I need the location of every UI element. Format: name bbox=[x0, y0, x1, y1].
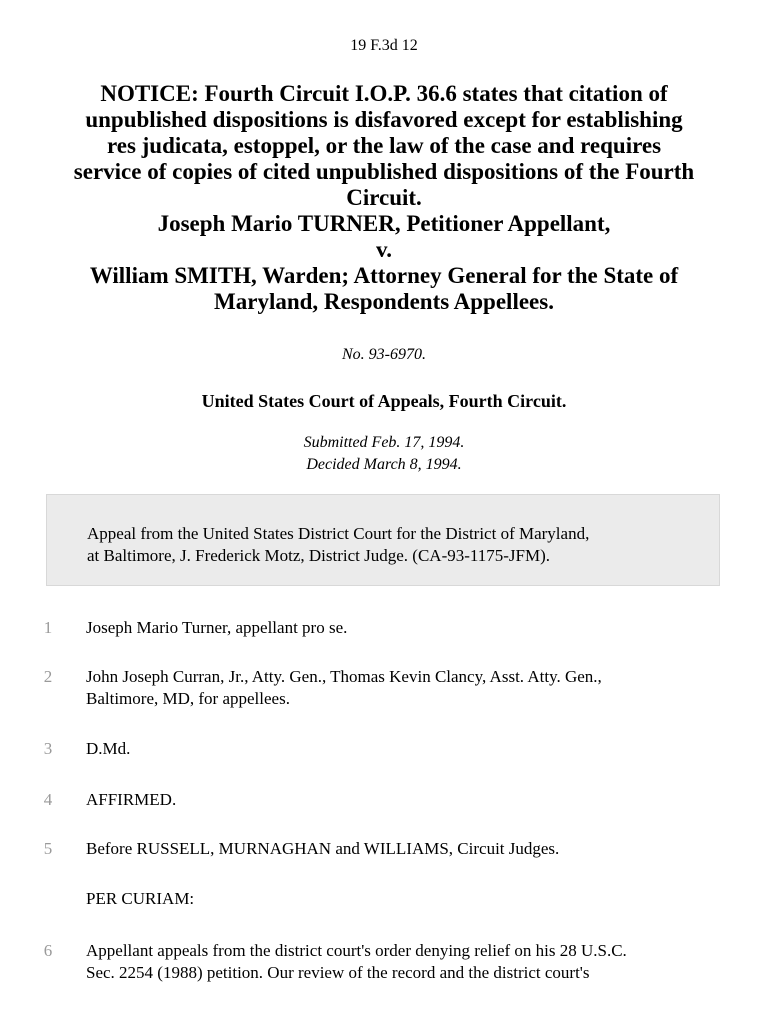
notice-line: res judicata, estoppel, or the law of the case and requires bbox=[106, 133, 662, 158]
paragraph-number: 4 bbox=[43, 790, 53, 809]
docket-number: No. 93-6970. bbox=[342, 346, 426, 363]
paragraph-line: John Joseph Curran, Jr., Atty. Gen., Thomas Kevin Clancy, Asst. Atty. Gen., bbox=[86, 667, 602, 686]
paragraph-line: D.Md. bbox=[86, 739, 131, 758]
respondent-line: Maryland, Respondents Appellees. bbox=[214, 289, 554, 314]
petitioner-line: Joseph Mario TURNER, Petitioner Appellant, bbox=[157, 211, 611, 236]
paragraph-text bbox=[86, 738, 726, 760]
notice-line: unpublished dispositions is disfavored except for establishing bbox=[85, 107, 683, 132]
paragraph-line: AFFIRMED. bbox=[86, 790, 177, 809]
paragraph-number: 6 bbox=[43, 941, 53, 960]
paragraph-number: 3 bbox=[43, 739, 53, 758]
paragraph-text bbox=[86, 838, 726, 860]
paragraph-text bbox=[86, 888, 726, 910]
case-title-block bbox=[40, 81, 728, 315]
decided-date: Decided March 8, 1994. bbox=[306, 456, 462, 473]
submitted-date: Submitted Feb. 17, 1994. bbox=[303, 434, 465, 451]
paragraph-text bbox=[86, 940, 726, 984]
paragraph-line: PER CURIAM: bbox=[86, 889, 195, 908]
case-dates bbox=[0, 432, 768, 476]
paragraph-line: Baltimore, MD, for appellees. bbox=[86, 689, 290, 708]
case-citation: 19 F.3d 12 bbox=[350, 37, 418, 54]
paragraph-line: Joseph Mario Turner, appellant pro se. bbox=[86, 618, 348, 637]
paragraph-line: Appellant appeals from the district court's order denying relief on his 28 U.S.C. bbox=[86, 941, 627, 960]
appeal-line: Appeal from the United States District Court for the District of Maryland, bbox=[87, 524, 590, 543]
paragraph-number: 2 bbox=[43, 667, 53, 686]
notice-line: service of copies of cited unpublished dispositions of the Fourth bbox=[73, 159, 695, 184]
paragraph-text bbox=[86, 666, 726, 710]
paragraph-text bbox=[86, 617, 726, 639]
appeal-info-box bbox=[46, 494, 720, 586]
appeal-line: at Baltimore, J. Frederick Motz, District Judge. (CA-93-1175-JFM). bbox=[87, 546, 551, 565]
court-name: United States Court of Appeals, Fourth Circuit. bbox=[201, 391, 567, 411]
paragraph-line: Before RUSSELL, MURNAGHAN and WILLIAMS, Circuit Judges. bbox=[86, 839, 560, 858]
paragraph-text bbox=[86, 789, 726, 811]
paragraph-number: 1 bbox=[43, 618, 53, 637]
paragraph-line: Sec. 2254 (1988) petition. Our review of the record and the district court's bbox=[86, 963, 590, 982]
respondent-line: William SMITH, Warden; Attorney General for the State of bbox=[89, 263, 679, 288]
paragraph-number: 5 bbox=[43, 839, 53, 858]
notice-line: Circuit. bbox=[346, 185, 422, 210]
versus-line: v. bbox=[376, 237, 392, 262]
notice-line: NOTICE: Fourth Circuit I.O.P. 36.6 states that citation of bbox=[100, 81, 668, 106]
